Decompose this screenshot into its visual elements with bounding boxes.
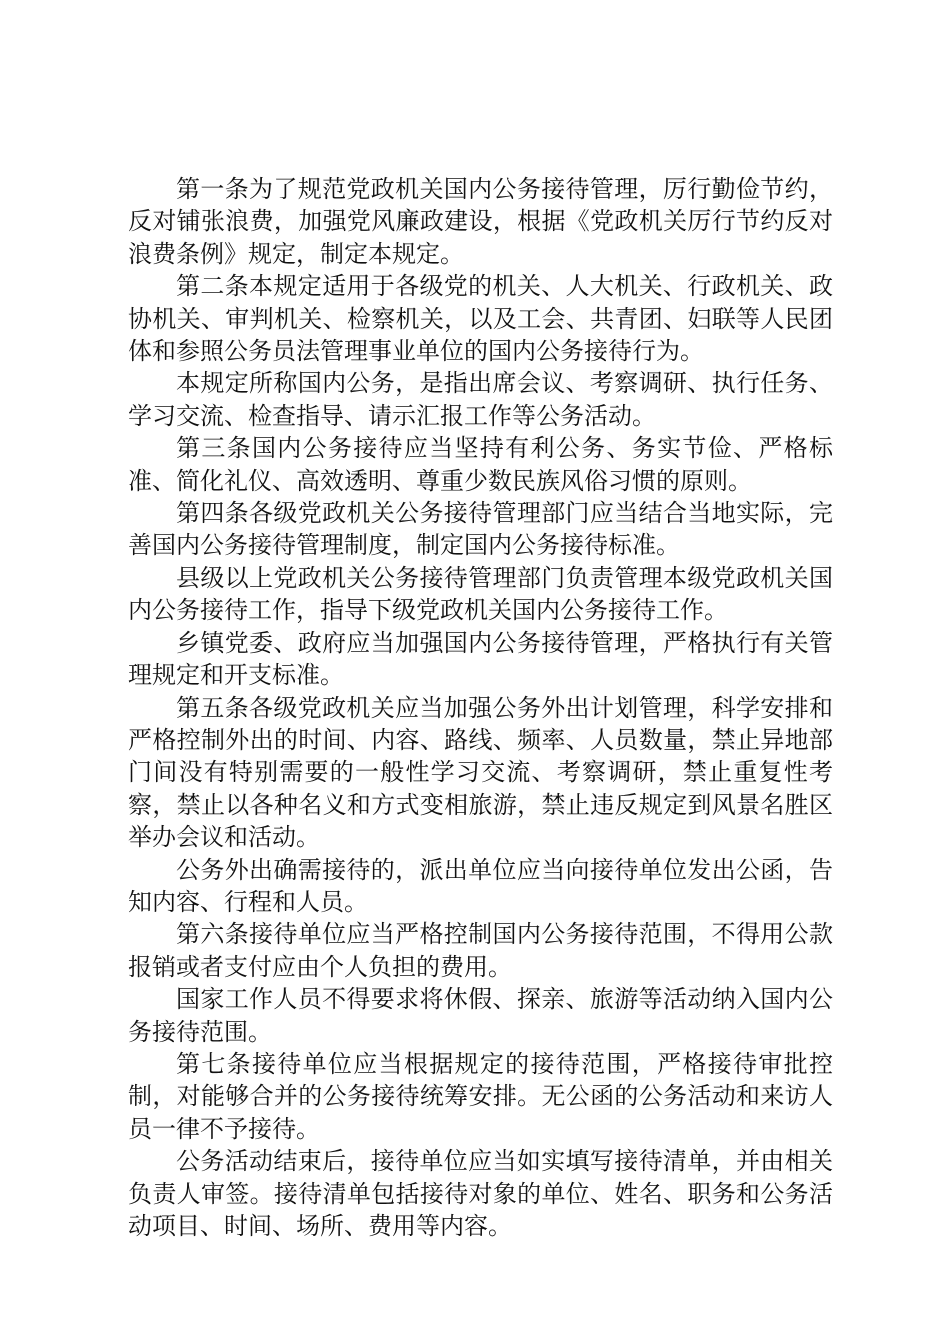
paragraph-township-management: 乡镇党委、政府应当加强国内公务接待管理，严格执行有关管理规定和开支标准。 bbox=[128, 628, 833, 690]
paragraph-article-4: 第四条各级党政机关公务接待管理部门应当结合当地实际，完善国内公务接待管理制度，制定国内公务接待标准。 bbox=[128, 499, 833, 560]
paragraph-article-5: 第五条各级党政机关应当加强公务外出计划管理，科学安排和严格控制外出的时间、内容、路线、频率、人员数量，禁止异地部门间没有特别需要的一般性学习交流、考察调研，禁止重复性考察，禁止以各种名义和方式变相旅游，禁止违反规定到风景名胜区举办会议和活动。 bbox=[128, 693, 833, 852]
paragraph-reception-list: 公务活动结束后，接待单位应当如实填写接待清单，并由相关负责人审签。接待清单包括接待对象的单位、姓名、职务和公务活动项目、时间、场所、费用等内容。 bbox=[128, 1147, 833, 1240]
paragraph-staff-restriction: 国家工作人员不得要求将休假、探亲、旅游等活动纳入国内公务接待范围。 bbox=[128, 985, 833, 1046]
paragraph-article-1: 第一条为了规范党政机关国内公务接待管理，厉行勤俭节约，反对铺张浪费，加强党风廉政建设，根据《党政机关厉行节约反对浪费条例》规定，制定本规定。 bbox=[128, 175, 833, 268]
paragraph-article-6: 第六条接待单位应当严格控制国内公务接待范围，不得用公款报销或者支付应由个人负担的费用。 bbox=[128, 920, 833, 981]
paragraph-article-7: 第七条接待单位应当根据规定的接待范围，严格接待审批控制，对能够合并的公务接待统筹安排。无公函的公务活动和来访人员一律不予接待。 bbox=[128, 1049, 833, 1143]
paragraph-article-3: 第三条国内公务接待应当坚持有利公务、务实节俭、严格标准、简化礼仪、高效透明、尊重少数民族风俗习惯的原则。 bbox=[128, 434, 833, 495]
paragraph-county-level-management: 县级以上党政机关公务接待管理部门负责管理本级党政机关国内公务接待工作，指导下级党政机关国内公务接待工作。 bbox=[128, 563, 833, 625]
document-body bbox=[128, 173, 833, 1242]
paragraph-official-letter: 公务外出确需接待的，派出单位应当向接待单位发出公函，告知内容、行程和人员。 bbox=[128, 855, 833, 916]
paragraph-domestic-affairs-definition: 本规定所称国内公务，是指出席会议、考察调研、执行任务、学习交流、检查指导、请示汇报工作等公务活动。 bbox=[128, 369, 833, 430]
paragraph-article-2: 第二条本规定适用于各级党的机关、人大机关、行政机关、政协机关、审判机关、检察机关，以及工会、共青团、妇联等人民团体和参照公务员法管理事业单位的国内公务接待行为。 bbox=[128, 272, 833, 366]
